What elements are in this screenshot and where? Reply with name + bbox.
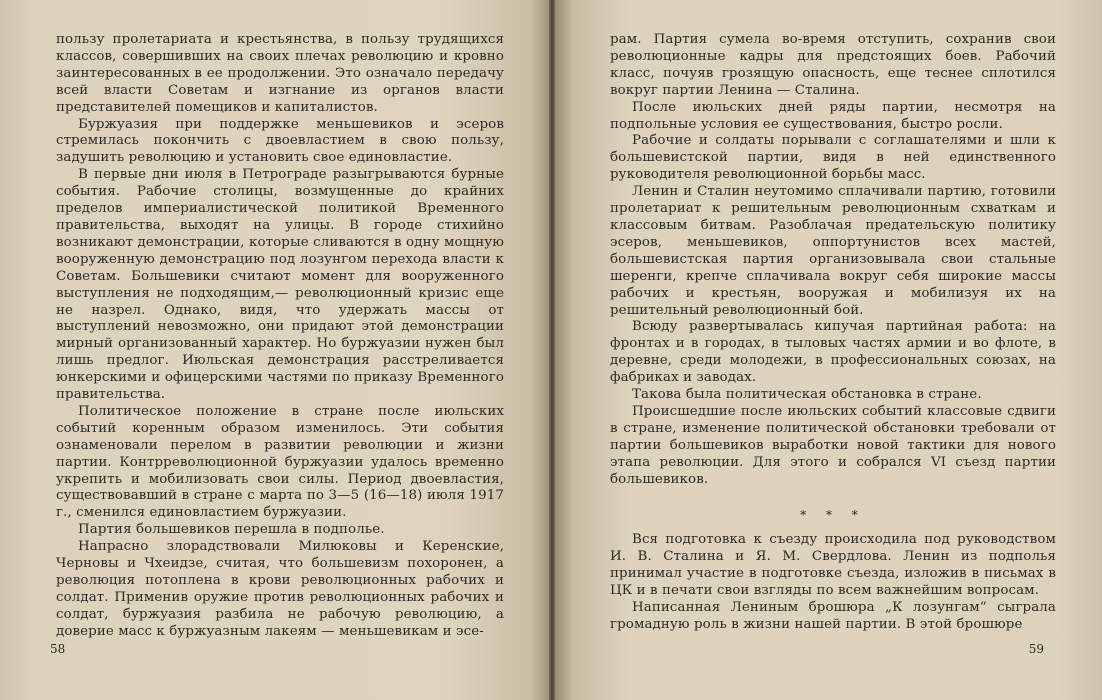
paragraph: В первые дни июля в Петрограде разыгрываются бурные события. Рабочие столицы, возмущенные до крайних пределов империалистической политикой Временного правительства, выходят на улицы. В городе стихийно возникают демонстрации, которые сливаются в одну мощную вооруженную демонстрацию под лозунгом перехода власти к Советам. Большевики считают момент для вооруженного выступления не подходящим,— революционный кризис еще не назрел. Однако, видя, что удержать массы от выступлений невозможно, они придают этой демонстрации мирный организованный характер. Но буржуазии нужен был лишь предлог. Июльская демонстрация расстреливается юнкерскими и офицерскими частями по приказу Временного правительства. bbox=[56, 167, 504, 403]
right-page-text bbox=[610, 32, 1056, 634]
paragraph: Написанная Лениным брошюра „К лозунгам“ сыграла громадную роль в жизни нашей партии. В этой брошюре bbox=[610, 600, 1056, 632]
paragraph: После июльских дней ряды партии, несмотря на подпольные условия ее существования, быстро росли. bbox=[610, 99, 1056, 132]
paragraph: Партия большевиков перешла в подполье. bbox=[78, 522, 385, 538]
section-separator: * * * bbox=[800, 508, 866, 523]
page-number: 58 bbox=[50, 642, 66, 656]
paragraph: Всюду развертывалась кипучая партийная работа: на фронтах и в городах, в тыловых частях армии и во флоте, в деревне, среди молодежи, в профессиональных союзах, на фабриках и заводах. bbox=[610, 319, 1056, 386]
paragraph: Буржуазия при поддержке меньшевиков и эсеров стремилась покончить с двоевластием в свою пользу, задушить революцию и установить свое единовластие. bbox=[56, 116, 504, 166]
paragraph: Ленин и Сталин неутомимо сплачивали партию, готовили пролетариат к решительным революционным схваткам и классовым битвам. Разоблачая предательскую политику эсеров, меньшевиков, оппортунистов всех мастей, большевистская партия организовывала свои стальные шеренги, крепче сплачивала вокруг себя широкие массы рабочих и крестьян, вооружая и мобилизуя их на решительный революционный бой. bbox=[610, 184, 1056, 318]
paragraph: Происшедшие после июльских событий классовые сдвиги в стране, изменение политической обстановки требовали от партии большевиков выработки новой тактики для нового этапа революции. Для этого и собрался VI съезд партии большевиков. bbox=[610, 403, 1056, 487]
paragraph: пользу пролетариата и крестьянства, в пользу трудящихся классов, совершивших на своих плечах революцию и кровно заинтересованных в ее продолжении. Это означало передачу всей власти Советам и изгнание из органов власти представителей помещиков и капиталистов. bbox=[56, 32, 504, 115]
page-number: 59 bbox=[1028, 642, 1044, 656]
book-gutter bbox=[549, 0, 555, 700]
paragraph: Вся подготовка к съезду происходила под руководством И. В. Сталина и Я. М. Свердлова. Ленин из подполья принимал участие в подготовке съезда, изложив в письмах в ЦК и в печати свои взгляды по всем важнейшим вопросам. bbox=[610, 532, 1056, 599]
left-page-text bbox=[56, 32, 504, 641]
paragraph: Политическое положение в стране после июльских событий коренным образом изменилось. Эти события ознаменовали перелом в развитии революции и жизни партии. Контрреволюционной буржуазии удалось временно укрепить и мобилизовать свои силы. Период двоевластия, существовавший в стране с марта по 3—5 (16—18) июля 1917 г., сменился единовластием буржуазии. bbox=[56, 403, 504, 521]
paragraph: Такова была политическая обстановка в стране. bbox=[632, 387, 982, 403]
paragraph: рам. Партия сумела во-время отступить, сохранив свои революционные кадры для предстоящих боев. Рабочий класс, почуяв грозящую опасность, еще теснее сплотился вокруг партии Ленина — Сталина. bbox=[610, 32, 1056, 98]
paragraph: Рабочие и солдаты порывали с соглашателями и шли к большевистской партии, видя в ней единственного руководителя революционной борьбы масс. bbox=[610, 133, 1056, 183]
right-page bbox=[552, 0, 1102, 700]
paragraph: Напрасно злорадствовали Милюковы и Керенские, Черновы и Чхеидзе, считая, что большевизм похоронен, а революция потоплена в крови революционных рабочих и солдат. Применив оружие против революционных рабочих и солдат, буржуазия разбила не рабочую революцию, а доверие масс к буржуазным лакеям — меньшевикам и эсе- bbox=[56, 539, 504, 639]
